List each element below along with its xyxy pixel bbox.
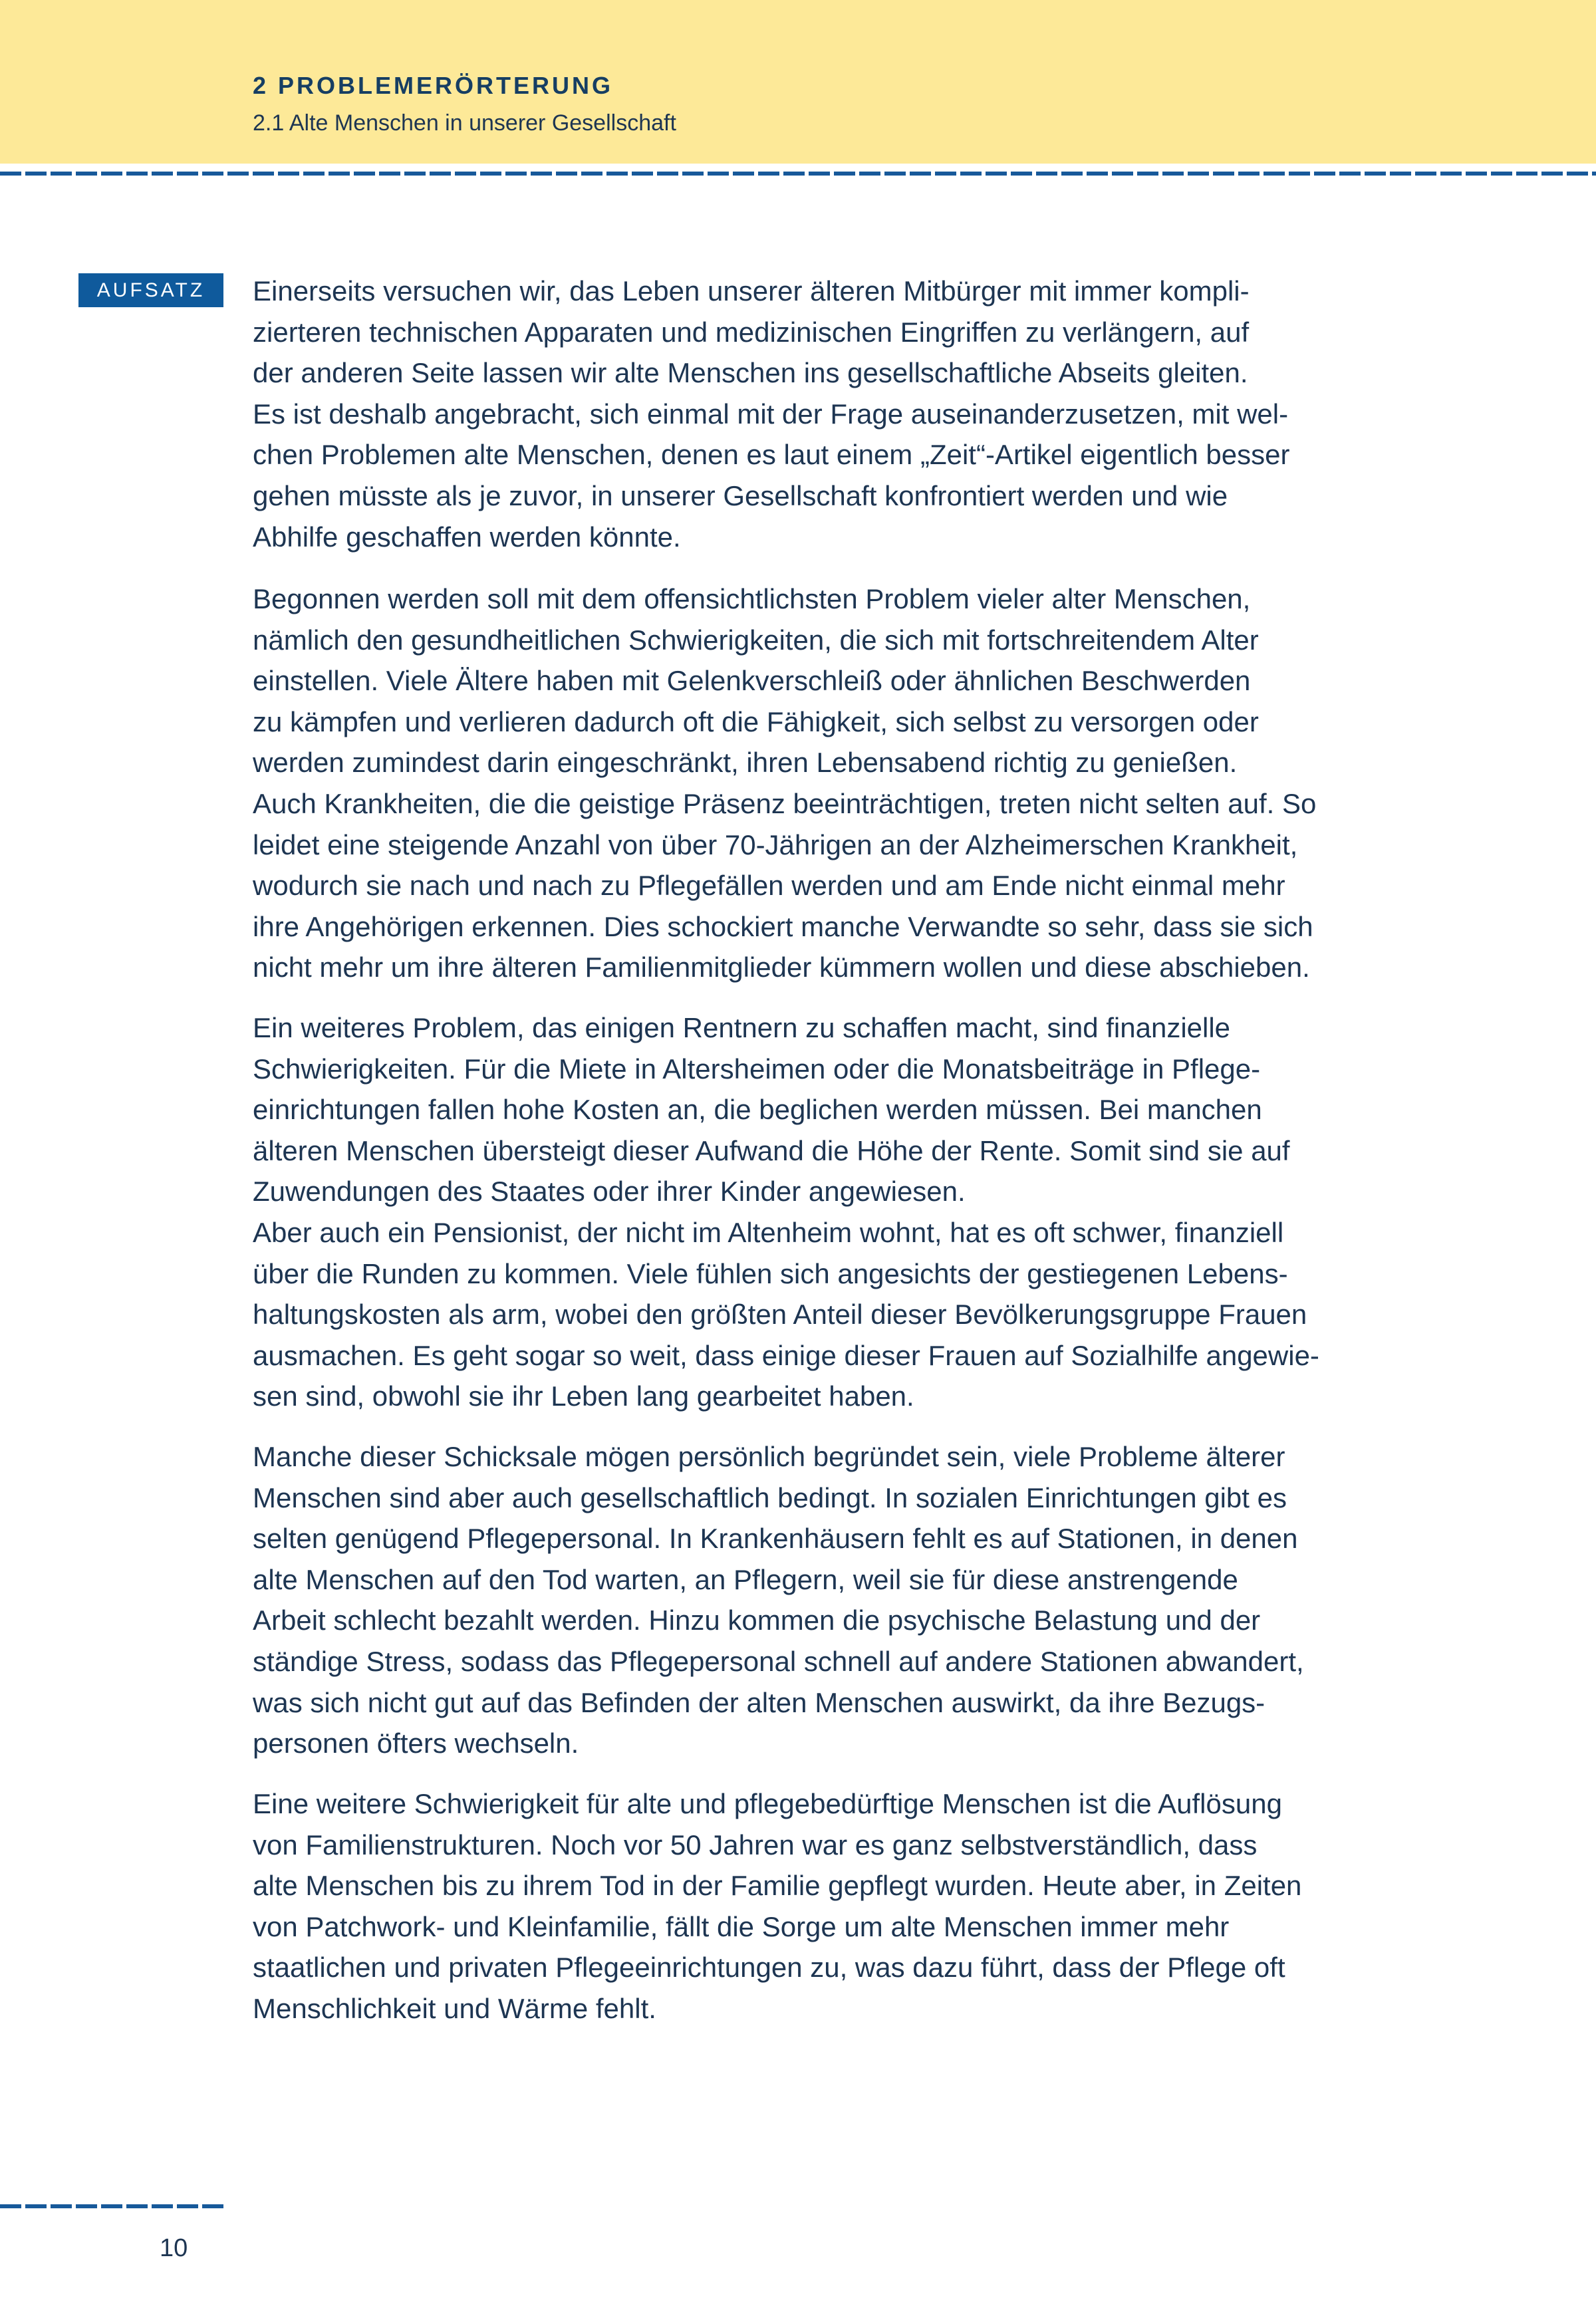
- text-line: ihre Angehörigen erkennen. Dies schockiert manche Verwandte so sehr, dass sie sich: [253, 910, 1313, 942]
- text-line: Manche dieser Schicksale mögen persönlich begründet sein, viele Probleme älterer: [253, 1441, 1285, 1472]
- text-line: was sich nicht gut auf das Befinden der alten Menschen auswirkt, da ihre Bezugs-: [253, 1686, 1265, 1718]
- footer-dashed-divider: [0, 2204, 223, 2208]
- section-title: 2.1 Alte Menschen in unserer Gesellschaft: [253, 110, 676, 136]
- text-line: zierteren technischen Apparaten und medizinischen Eingriffen zu verlängern, auf: [253, 316, 1250, 348]
- paragraph-4: [253, 1436, 1304, 1764]
- text-line: Menschlichkeit und Wärme fehlt.: [253, 1992, 656, 2024]
- page-header: [0, 0, 1596, 164]
- text-line: Auch Krankheiten, die die geistige Präsenz beeinträchtigen, treten nicht selten auf. So: [253, 787, 1317, 819]
- text-line: über die Runden zu kommen. Viele fühlen sich angesichts der gestiegenen Lebens-: [253, 1257, 1288, 1289]
- text-line: leidet eine steigende Anzahl von über 70-Jährigen an der Alzheimerschen Krankheit,: [253, 829, 1298, 860]
- text-line: der anderen Seite lassen wir alte Menschen ins gesellschaftliche Abseits gleiten.: [253, 357, 1248, 389]
- chapter-title: 2 PROBLEMERÖRTERUNG: [253, 72, 614, 99]
- text-line: personen öfters wechseln.: [253, 1728, 579, 1759]
- paragraph-5: [253, 1783, 1301, 2029]
- text-line: ausmachen. Es geht sogar so weit, dass einige dieser Frauen auf Sozialhilfe angewie-: [253, 1339, 1319, 1371]
- text-line: von Patchwork- und Kleinfamilie, fällt die Sorge um alte Menschen immer mehr: [253, 1910, 1230, 1942]
- text-line: alte Menschen bis zu ihrem Tod in der Familie gepflegt wurden. Heute aber, in Zeiten: [253, 1870, 1302, 1902]
- text-line: wodurch sie nach und nach zu Pflegefällen werden und am Ende nicht einmal mehr: [253, 870, 1285, 902]
- text-line: Ein weiteres Problem, das einigen Rentnern zu schaffen macht, sind finanzielle: [253, 1012, 1231, 1043]
- text-line: nicht mehr um ihre älteren Familienmitglieder kümmern wollen und diese abschieben.: [253, 952, 1310, 983]
- page-number: 10: [160, 2234, 188, 2262]
- text-line: sen sind, obwohl sie ihr Leben lang gearbeitet haben.: [253, 1380, 914, 1412]
- text-line: ständige Stress, sodass das Pflegepersonal schnell auf andere Stationen abwandert,: [253, 1645, 1304, 1677]
- text-line: Menschen sind aber auch gesellschaftlich bedingt. In sozialen Einrichtungen gibt es: [253, 1482, 1287, 1513]
- text-line: älteren Menschen übersteigt dieser Aufwand die Höhe der Rente. Somit sind sie auf: [253, 1134, 1290, 1166]
- text-line: zu kämpfen und verlieren dadurch oft die Fähigkeit, sich selbst zu versorgen oder: [253, 706, 1259, 737]
- text-line: einrichtungen fallen hohe Kosten an, die beglichen werden müssen. Bei manchen: [253, 1094, 1262, 1126]
- text-line: werden zumindest darin eingeschränkt, ihren Lebensabend richtig zu genießen.: [253, 747, 1238, 779]
- text-line: chen Problemen alte Menschen, denen es laut einem „Zeit“-Artikel eigentlich besser: [253, 439, 1290, 471]
- text-line: staatlichen und privaten Pflegeeinrichtungen zu, was dazu führt, dass der Pflege oft: [253, 1952, 1285, 1984]
- paragraph-2: [253, 579, 1316, 988]
- paragraph-1: [253, 271, 1289, 557]
- text-line: von Familienstrukturen. Noch vor 50 Jahren war es ganz selbstverständlich, dass: [253, 1829, 1258, 1861]
- text-line: Zuwendungen des Staates oder ihrer Kinder angewiesen.: [253, 1176, 966, 1208]
- text-line: Es ist deshalb angebracht, sich einmal mit der Frage auseinanderzusetzen, mit wel-: [253, 398, 1289, 430]
- text-line: einstellen. Viele Ältere haben mit Gelenkverschleiß oder ähnlichen Beschwerden: [253, 665, 1251, 697]
- text-line: Abhilfe geschaffen werden könnte.: [253, 521, 681, 553]
- text-line: Einerseits versuchen wir, das Leben unserer älteren Mitbürger mit immer kompli-: [253, 275, 1250, 307]
- paragraph-3: [253, 1007, 1319, 1417]
- text-line: Eine weitere Schwierigkeit für alte und pflegebedürftige Menschen ist die Auflösung: [253, 1788, 1282, 1819]
- text-line: alte Menschen auf den Tod warten, an Pflegern, weil sie für diese anstrengende: [253, 1563, 1238, 1595]
- text-line: selten genügend Pflegepersonal. In Krankenhäusern fehlt es auf Stationen, in denen: [253, 1523, 1298, 1555]
- text-line: Arbeit schlecht bezahlt werden. Hinzu kommen die psychische Belastung und der: [253, 1605, 1261, 1636]
- text-line: Begonnen werden soll mit dem offensichtlichsten Problem vieler alter Menschen,: [253, 583, 1251, 614]
- text-line: haltungskosten als arm, wobei den größten Anteil dieser Bevölkerungsgruppe Frauen: [253, 1299, 1307, 1331]
- text-line: nämlich den gesundheitlichen Schwierigkeiten, die sich mit fortschreitendem Alter: [253, 624, 1259, 656]
- aufsatz-badge: AUFSATZ: [78, 273, 223, 307]
- text-line: gehen müsste als je zuvor, in unserer Gesellschaft konfrontiert werden und wie: [253, 479, 1228, 511]
- text-line: Aber auch ein Pensionist, der nicht im Altenheim wohnt, hat es oft schwer, finanziell: [253, 1216, 1284, 1248]
- header-dashed-divider: [0, 172, 1596, 176]
- text-line: Schwierigkeiten. Für die Miete in Altersheimen oder die Monatsbeiträge in Pflege-: [253, 1053, 1261, 1085]
